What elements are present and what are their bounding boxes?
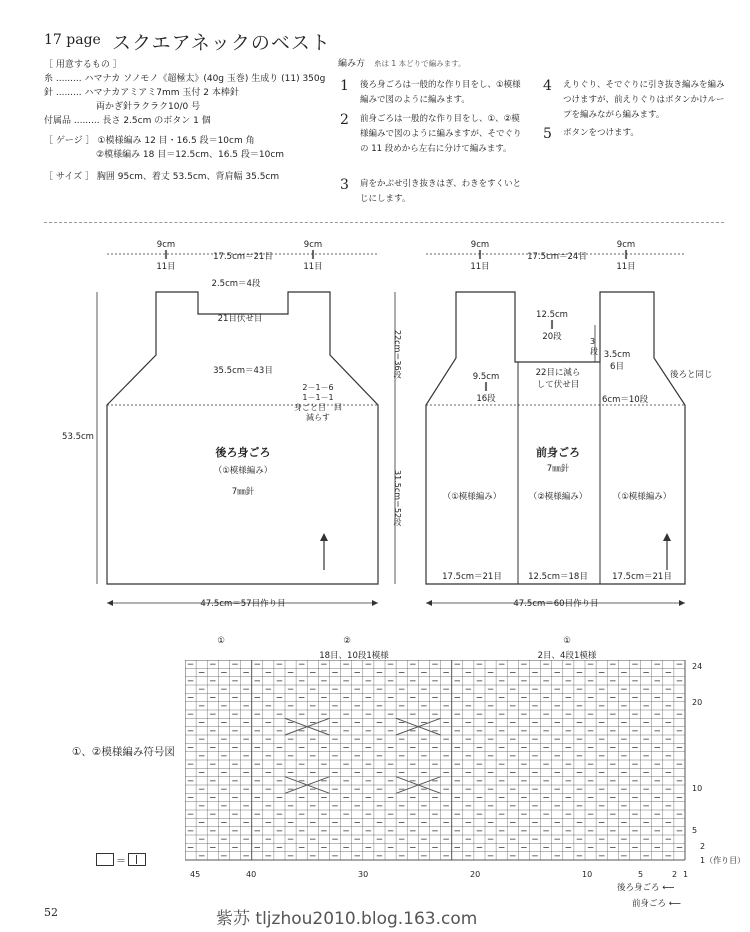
back-total-height: 53.5cm — [62, 432, 94, 442]
front-bottom-r: 17.5cm＝21目 — [612, 572, 672, 582]
page-number: 52 — [44, 906, 58, 919]
front-name: 前身ごろ — [536, 446, 580, 459]
col-2: 2 — [672, 870, 678, 879]
front-bottom-l: 17.5cm＝21目 — [442, 572, 502, 582]
col-20: 20 — [470, 870, 481, 879]
row-20: 20 — [692, 698, 703, 707]
back-neck-depth: 2.5cm＝4段 — [211, 279, 261, 289]
materials-heading: ［ 用意するもの ］ — [44, 60, 122, 70]
back-bind-off: 21目伏せ目 — [217, 314, 263, 324]
step-3-text: 肩をかぶせ引き抜きはぎ、わきをすくいとじにします。 — [360, 179, 522, 204]
step-2-text: 前身ごろは一般的な作り目をし、①、②模様編みで図のように編みますが、そでぐりの 11 段めから左右に分けて編みます。 — [360, 114, 522, 154]
front-pattern2: （②模様編み） — [528, 492, 588, 502]
watermark: 紫苏 tljzhou2010.blog.163.com — [216, 909, 478, 929]
materials-needle: 針 ......... ハマナカアミアミ7mm 玉付 2 本棒針 — [44, 88, 239, 98]
materials-accessory: 付属品 ......... 長さ 2.5cm のボタン 1 個 — [44, 116, 211, 126]
row-5: 5 — [692, 826, 698, 835]
chart-title: ①、②模様編み符号図 — [72, 746, 175, 758]
row-1: 1（作り目） — [700, 856, 746, 865]
front-pattern3: （①模様編み） — [612, 492, 672, 502]
front-same-back: 後ろと同じ — [670, 370, 713, 380]
chart-label1: ① — [217, 636, 225, 646]
size-text: 胸囲 95cm、着丈 53.5cm、背肩幅 35.5cm — [96, 172, 280, 182]
step-5-num: 5 — [543, 126, 552, 142]
step-1-text: 後ろ身ごろは一般的な作り目をし、①模様編みで図のように編みます。 — [360, 80, 521, 105]
front-top-right: 9cm ‖ 11目 — [616, 240, 636, 272]
separator — [44, 222, 724, 223]
back-top-mid: 17.5cm＝21目 — [213, 252, 273, 262]
col-45: 45 — [190, 870, 201, 879]
schematics — [0, 230, 750, 620]
col-5: 5 — [638, 870, 644, 879]
size-row — [44, 170, 325, 184]
back-top-right: 9cm ‖ 11目 — [303, 240, 323, 272]
back-armhole-height: 22cm＝36段 — [393, 330, 402, 379]
chart-front-label: 前身ごろ ⟵ — [632, 899, 681, 909]
front-arm-dec: 6cm＝10段 — [602, 395, 649, 405]
back-side-height: 31.5cm＝52段 — [393, 470, 402, 527]
step-3-num: 3 — [340, 177, 349, 193]
back-name: 後ろ身ごろ — [215, 446, 271, 459]
legend-equals: ＝ — [116, 856, 126, 867]
front-neck-depth: 12.5cm ‖ 20段 — [536, 310, 568, 342]
back-outline — [156, 292, 288, 298]
materials-yarn: 糸 ......... ハマナカ ソノモノ《超極太》(40g 玉巻) 生成り (11) 350g — [44, 74, 326, 84]
step-1-num: 1 — [340, 78, 349, 94]
gauge-row — [44, 134, 325, 148]
col-10: 10 — [582, 870, 593, 879]
back-dec: 2－1－6 1－1－1 身ごと目 回 減らす — [294, 383, 342, 422]
instructions-heading: 編み方 糸は 1 本どりで編みます。 — [338, 59, 466, 69]
col-30: 30 — [358, 870, 369, 879]
materials-block — [44, 58, 325, 184]
front-pattern1: （①模様編み） — [442, 492, 502, 502]
chart-label2: ② — [343, 636, 351, 646]
chart-label3: ① — [563, 636, 571, 646]
gauge2: ②模様編み 18 目＝12.5cm、16.5 段＝10cm — [96, 150, 285, 160]
size-label: ［ サイズ ］ — [44, 172, 95, 182]
page-title: スクエアネックのベスト — [112, 32, 331, 54]
back-top-left: 9cm ‖ 11目 — [156, 240, 176, 272]
chart-back-label: 後ろ身ごろ ⟵ — [617, 883, 675, 893]
front-arm-w: 3.5cm 6目 — [603, 350, 631, 372]
front-bottom: 47.5cm＝60目作り目 — [513, 599, 599, 609]
front-neck-dec: 22目に減らして伏せ目 — [535, 368, 581, 390]
col-1: 1 — [683, 870, 689, 879]
legend-blank-cell — [96, 853, 114, 866]
chart-repeat2: 18目、10段1模様 — [319, 651, 389, 661]
row-24: 24 — [692, 662, 703, 671]
front-needle: 7㎜針 — [546, 464, 570, 474]
back-needle: 7㎜針 — [231, 487, 255, 497]
back-bottom: 47.5cm＝57目作り目 — [200, 599, 286, 609]
chart-legend — [96, 852, 146, 867]
instructions-note: 糸は 1 本どりで編みます。 — [374, 59, 466, 68]
front-bottom-m: 12.5cm＝18目 — [528, 572, 588, 582]
front-small: 3段 — [590, 337, 598, 356]
chart-repeat3: 2目、4段1模様 — [537, 651, 597, 661]
col-40: 40 — [246, 870, 257, 879]
page-ref: 17 page — [44, 32, 101, 48]
row-10: 10 — [692, 784, 703, 793]
gauge-label: ［ ゲージ ］ — [44, 136, 95, 146]
row-2: 2 — [700, 842, 706, 851]
front-top-mid: 17.5cm＝24目 — [527, 252, 587, 262]
stitch-chart — [185, 660, 690, 865]
materials-needle2: 両かぎ針ラクラク10/0 号 — [96, 102, 201, 112]
back-piece — [107, 292, 378, 584]
step-4-num: 4 — [543, 78, 552, 94]
gauge1: ①模様編み 12 目・16.5 段＝10cm 角 — [97, 136, 255, 146]
front-top-left: 9cm ‖ 11目 — [470, 240, 490, 272]
chart-grid — [185, 660, 685, 860]
back-pattern: （①模様編み） — [213, 466, 273, 476]
back-width: 35.5cm＝43目 — [213, 366, 273, 376]
front-arm-h: 9.5cm ‖ 16段 — [472, 372, 500, 404]
legend-knit-cell — [128, 853, 146, 866]
step-5-text: ボタンをつけます。 — [563, 128, 639, 138]
step-4-text: えりぐり、そでぐりに引き抜き編みを編みつけますが、前えりぐりはボタンかけループを編みながら編みます。 — [563, 80, 725, 120]
step-2-num: 2 — [340, 112, 349, 128]
